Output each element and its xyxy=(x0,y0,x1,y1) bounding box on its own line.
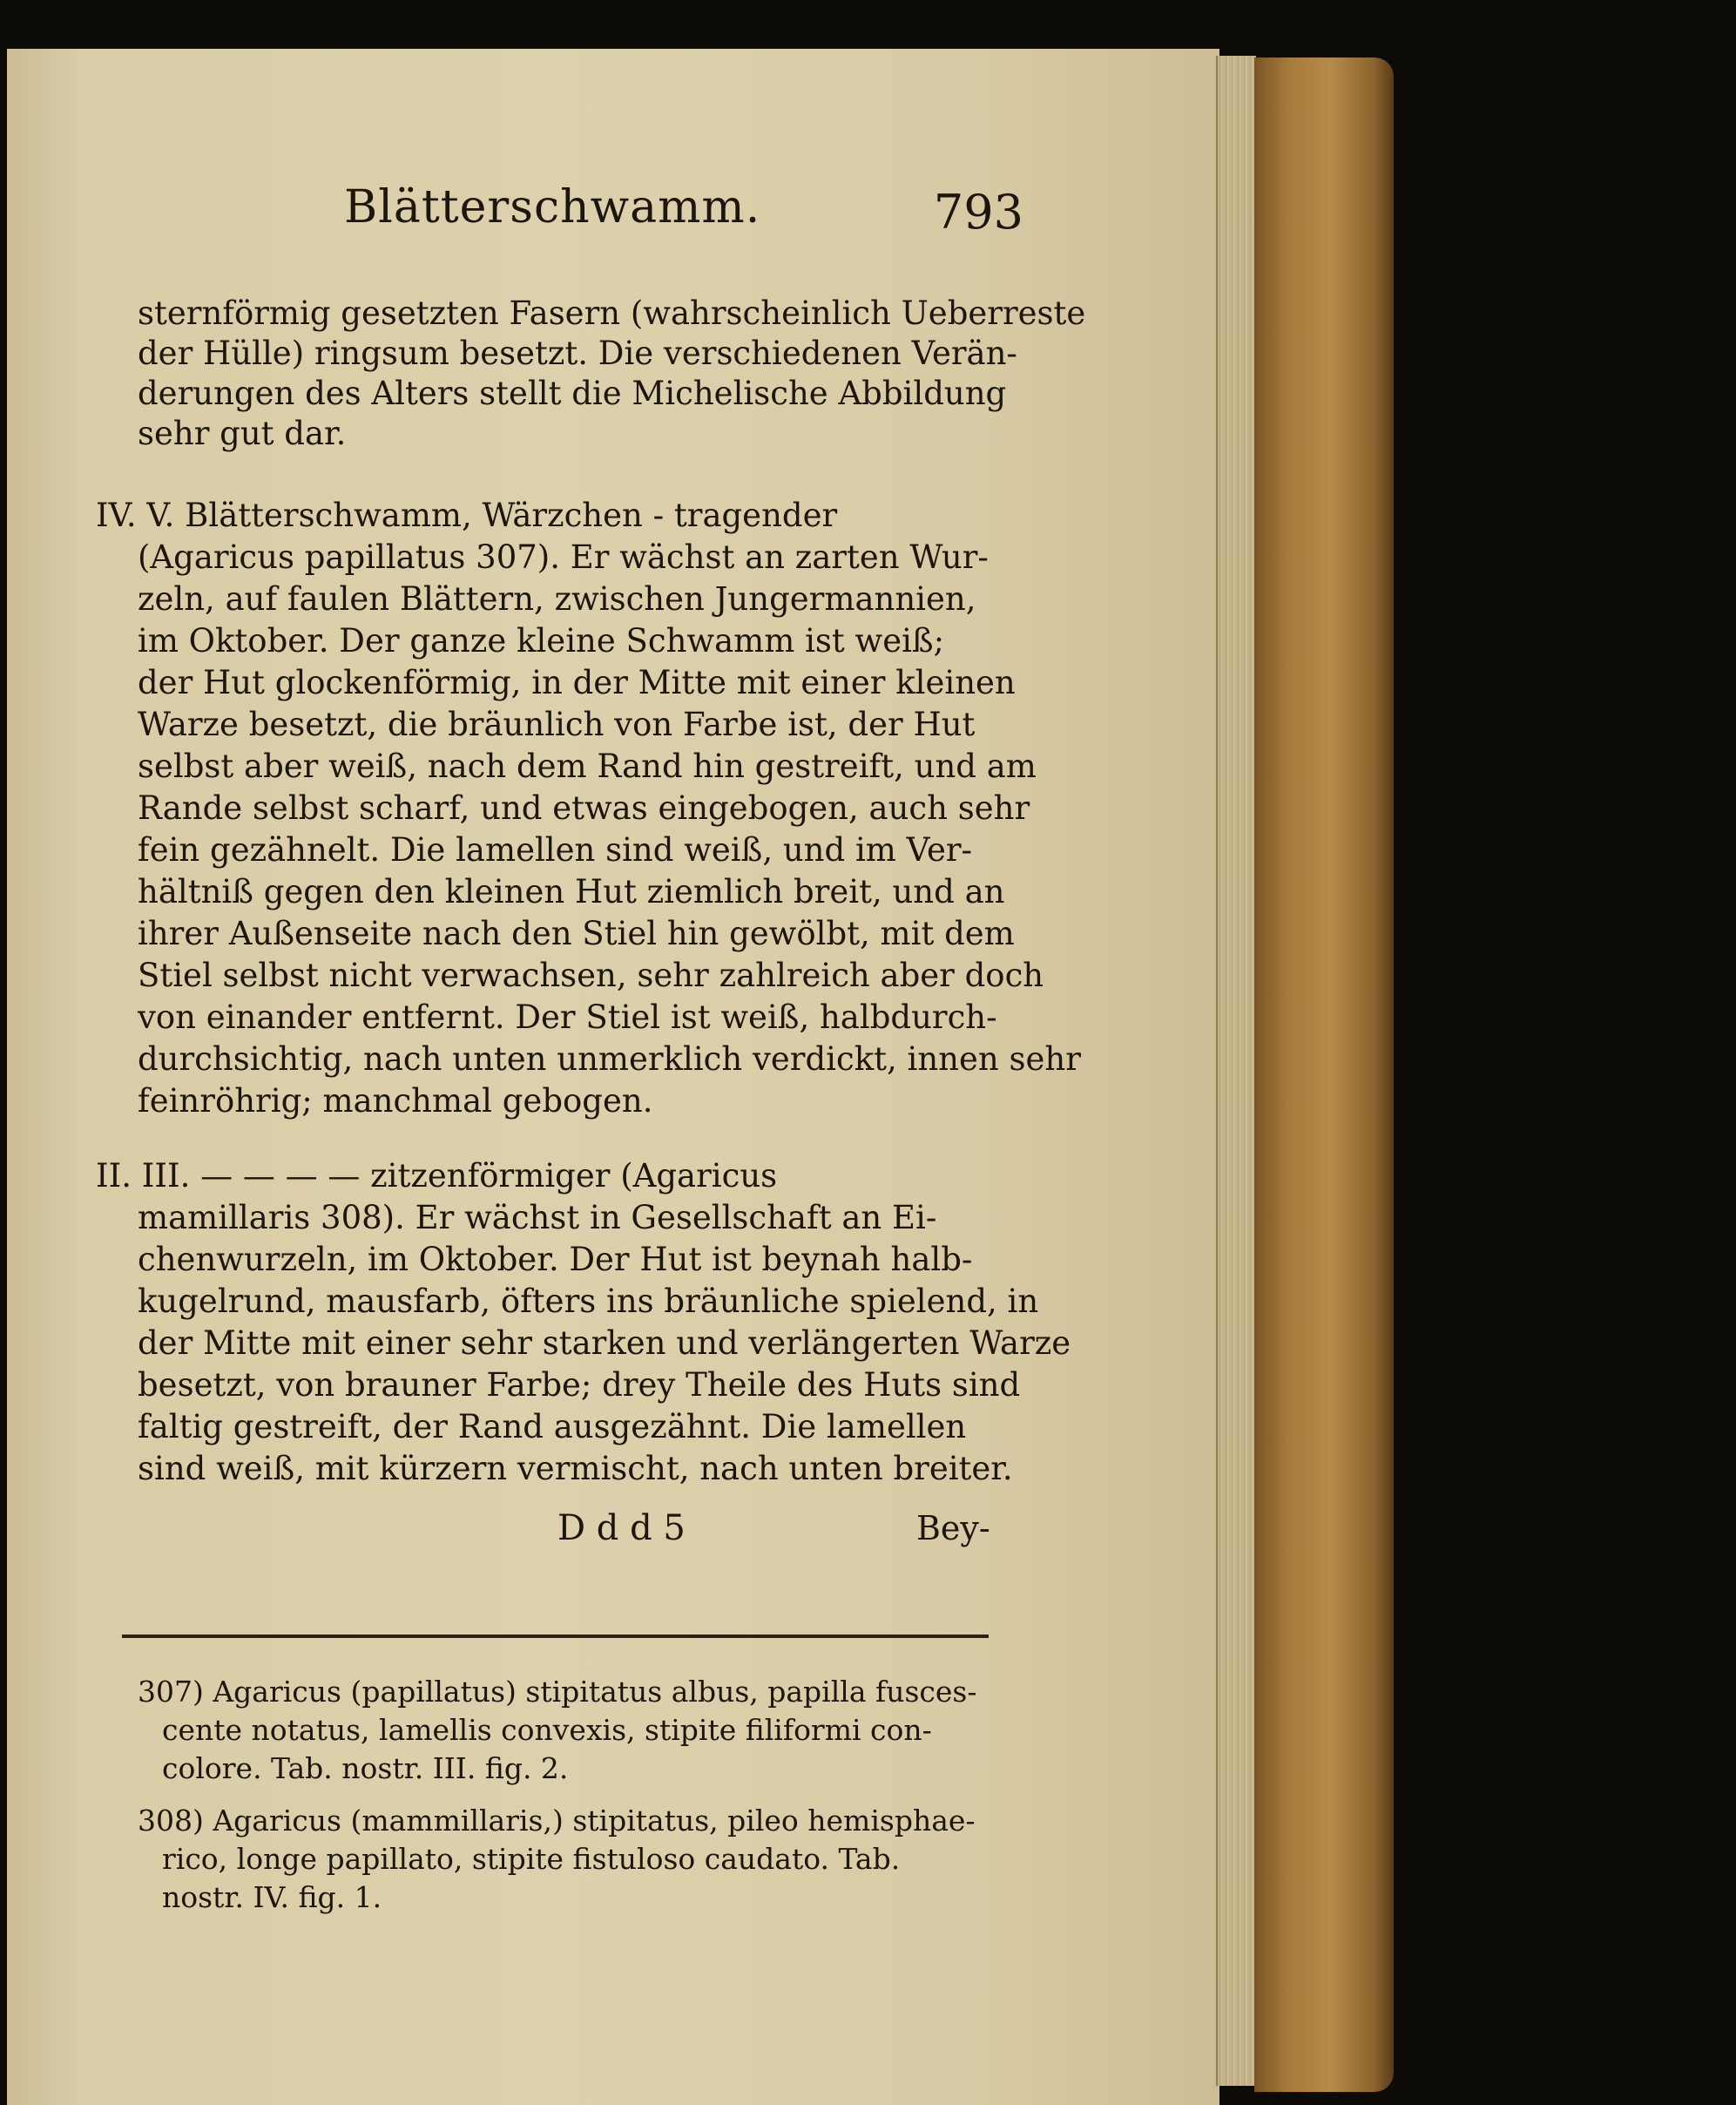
text-line: der Mitte mit einer sehr starken und verlängerten Warze xyxy=(138,1324,1071,1362)
entry-heading: IV. V. Blätterschwamm, Wärzchen - tragender xyxy=(96,497,838,534)
catchword: Bey- xyxy=(916,1509,990,1547)
text-line: mamillaris 308). Er wächst in Gesellschaft an Ei- xyxy=(138,1199,937,1236)
text-line: hältniß gegen den kleinen Hut ziemlich breit, und an xyxy=(138,873,1005,910)
text-line: fein gezähnelt. Die lamellen sind weiß, und im Ver- xyxy=(138,831,973,869)
text-line: feinröhrig; manchmal gebogen. xyxy=(138,1082,653,1120)
footnote-308-line: nostr. IV. fig. 1. xyxy=(162,1880,382,1914)
text-line: selbst aber weiß, nach dem Rand hin gestreift, und am xyxy=(138,748,1037,785)
footnote-307-line: colore. Tab. nostr. III. fig. 2. xyxy=(162,1751,569,1785)
page-header xyxy=(344,181,1023,256)
footnote-308-line: 308) Agaricus (mammillaris,) stipitatus, pileo hemisphae- xyxy=(138,1804,976,1838)
text-line: sind weiß, mit kürzern vermischt, nach unten breiter. xyxy=(138,1450,1013,1487)
text-line: sternförmig gesetzten Fasern (wahrscheinlich Ueberreste xyxy=(138,294,1086,332)
text-line: sehr gut dar. xyxy=(138,415,347,452)
text-line: Stiel selbst nicht verwachsen, sehr zahlreich aber doch xyxy=(138,957,1044,994)
text-line: faltig gestreift, der Rand ausgezähnt. Die lamellen xyxy=(138,1408,967,1445)
text-line: chenwurzeln, im Oktober. Der Hut ist beynah halb- xyxy=(138,1241,973,1278)
text-line: Warze besetzt, die bräunlich von Farbe ist, der Hut xyxy=(138,706,976,743)
entry-heading: II. III. — — — — zitzenförmiger (Agaricus xyxy=(96,1157,778,1195)
text-line: Rande selbst scharf, und etwas eingebogen, auch sehr xyxy=(138,789,1030,827)
text-line: der Hülle) ringsum besetzt. Die verschiedenen Verän- xyxy=(138,335,1017,372)
footnote-308-line: rico, longe papillato, stipite fistuloso caudato. Tab. xyxy=(162,1842,901,1876)
text-line: kugelrund, mausfarb, öfters ins bräunliche spielend, in xyxy=(138,1283,1039,1320)
text-line: von einander entfernt. Der Stiel ist weiß, halbdurch- xyxy=(138,998,997,1036)
text-line: ihrer Außenseite nach den Stiel hin gewölbt, mit dem xyxy=(138,915,1015,952)
book-cover xyxy=(1254,58,1394,2092)
footnote-307-line: 307) Agaricus (papillatus) stipitatus albus, papilla fusces- xyxy=(138,1675,977,1709)
signature-mark: D d d 5 xyxy=(557,1508,686,1548)
text-line: zeln, auf faulen Blättern, zwischen Jungermannien, xyxy=(138,580,976,618)
text-line: besetzt, von brauner Farbe; drey Theile des Huts sind xyxy=(138,1366,1021,1404)
text-line: durchsichtig, nach unten unmerklich verdickt, innen sehr xyxy=(138,1040,1081,1078)
running-title: Blätterschwamm. xyxy=(344,181,761,234)
text-line: der Hut glockenförmig, in der Mitte mit einer kleinen xyxy=(138,664,1016,701)
text-line: im Oktober. Der ganze kleine Schwamm ist weiß; xyxy=(138,622,945,660)
text-line: derungen des Alters stellt die Michelische Abbildung xyxy=(138,375,1007,412)
page-edges xyxy=(1216,56,1256,2086)
footnote-rule xyxy=(122,1635,989,1638)
footnote-307-line: cente notatus, lamellis convexis, stipite filiformi con- xyxy=(162,1713,932,1747)
page-number: 793 xyxy=(933,185,1023,240)
text-line: (Agaricus papillatus 307). Er wächst an zarten Wur- xyxy=(138,538,989,576)
